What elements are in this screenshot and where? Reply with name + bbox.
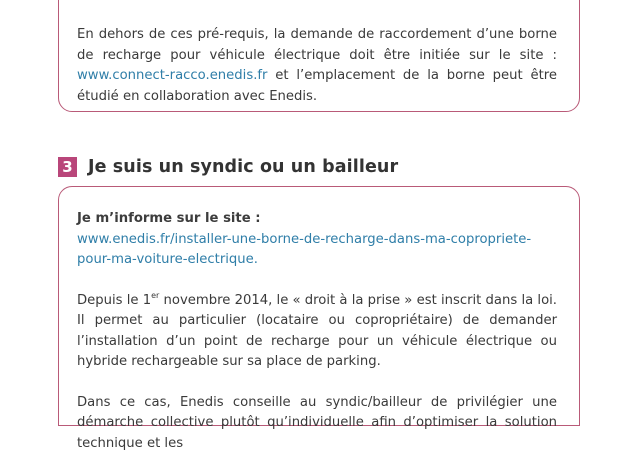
enedis-borne-link[interactable]: www.enedis.fr/installer-une-borne-de-recharge-dans-ma-copropriete-pour-ma-voiture-electrique. <box>77 232 531 268</box>
superscript-er: er <box>151 291 159 300</box>
info-box-top <box>58 0 580 112</box>
section-heading <box>58 156 398 178</box>
info-box-syndic <box>58 186 580 426</box>
connect-racco-link[interactable]: www.connect-racco.enedis.fr <box>77 68 267 83</box>
box-top-content <box>77 25 557 107</box>
demarche-collective-paragraph <box>77 393 557 454</box>
info-label: Je m’informe sur le site : <box>77 211 261 226</box>
info-paragraph <box>77 209 557 271</box>
droit-prise-text: novembre 2014, le « droit à la prise » est inscrit dans la loi. Il permet au particulier (locataire ou copropriétaire) de demander l’installation d’un point de recharge pour un véhicule électrique ou hybride rechargeable sur sa place de parking. <box>77 293 557 370</box>
raccordement-tail: et l’emplacement de la borne peut être étudié en collaboration avec Enedis. <box>77 68 557 104</box>
raccordement-text: En dehors de ces pré-requis, la demande de raccordement d’une borne de recharge pour véhicule électrique doit être initiée sur le site : <box>77 27 557 63</box>
section-title: Je suis un syndic ou un bailleur <box>88 157 398 177</box>
box-syndic-content <box>77 209 557 454</box>
raccordement-paragraph <box>77 25 557 107</box>
demarche-collective-text: Dans ce cas, Enedis conseille au syndic/bailleur de privilégier une démarche collective plutôt qu’individuelle afin d’optimiser la solution technique et les <box>77 395 557 451</box>
droit-prise-paragraph <box>77 291 557 373</box>
droit-prise-start: Depuis le 1 <box>77 293 151 308</box>
section-number-badge: 3 <box>58 157 77 177</box>
